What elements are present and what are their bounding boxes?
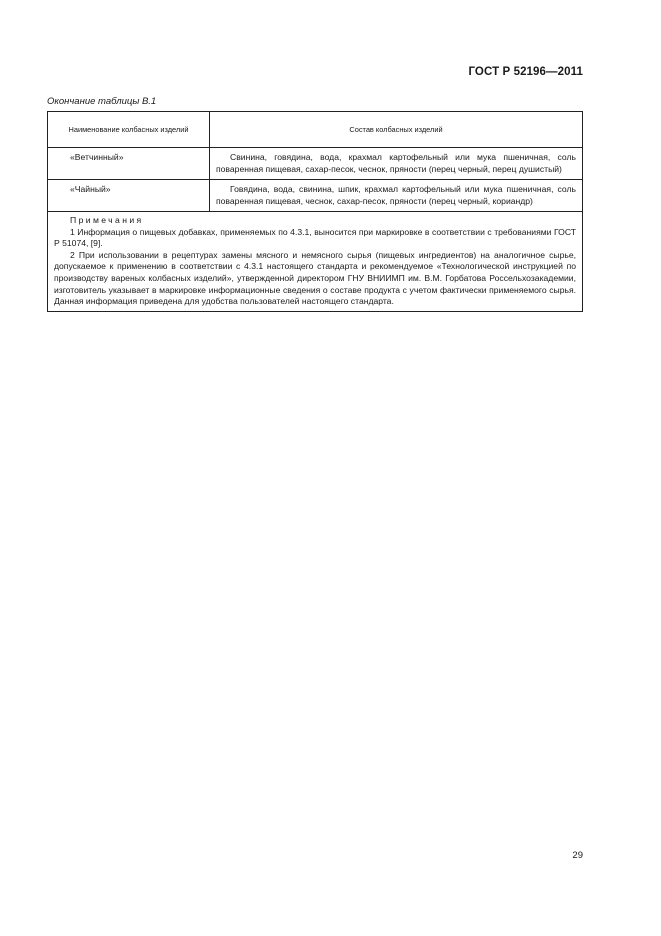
table-header-row bbox=[48, 112, 583, 148]
note-item: 2 При использовании в рецептурах замены мясного и немясного сырья (пищевых ингредиентов) на аналогичное сырье, допускаемое к применению в соответствии с 4.3.1 настоящего стандарта и рекомендуемое «Технологической инструкцией по производству вареных колбасных изделий», утвержденной директором ГНУ ВНИИМП им. В.М. Горбатова Россельхозакадемии, изготовитель указывает в маркировке информационные сведения о составе продукта с учетом фактически применяемого сырья. Данная информация приведена для удобства пользователей настоящего стандарта. bbox=[54, 249, 576, 307]
table-row bbox=[48, 148, 583, 180]
composition-text: Говядина, вода, свинина, шпик, крахмал картофельный или мука пшеничная, соль поваренная пищевая, чеснок, сахар-песок, пряности (перец черный, кориандр) bbox=[216, 184, 576, 206]
document-code: ГОСТ Р 52196—2011 bbox=[468, 66, 583, 78]
product-name-cell: «Ветчинный» bbox=[48, 148, 210, 180]
product-composition-cell bbox=[210, 180, 583, 212]
notes-heading: Примечания bbox=[70, 215, 144, 225]
page-number: 29 bbox=[572, 850, 583, 861]
notes-cell bbox=[48, 212, 583, 312]
product-composition-cell bbox=[210, 148, 583, 180]
table-row bbox=[48, 180, 583, 212]
composition-text: Свинина, говядина, вода, крахмал картофельный или мука пшеничная, соль поваренная пищевая, сахар-песок, чеснок, пряности (перец черный, перец душистый) bbox=[216, 152, 576, 174]
product-name-cell: «Чайный» bbox=[48, 180, 210, 212]
note-item: 1 Информация о пищевых добавках, применяемых по 4.3.1, выносится при маркировке в соответствии с требованиями ГОСТ Р 51074, [9]. bbox=[54, 226, 576, 249]
composition-table bbox=[47, 111, 583, 312]
table-caption: Окончание таблицы В.1 bbox=[47, 96, 157, 107]
column-header-composition: Состав колбасных изделий bbox=[210, 112, 583, 148]
notes-row bbox=[48, 212, 583, 312]
column-header-name: Наименование колбасных изделий bbox=[48, 112, 210, 148]
